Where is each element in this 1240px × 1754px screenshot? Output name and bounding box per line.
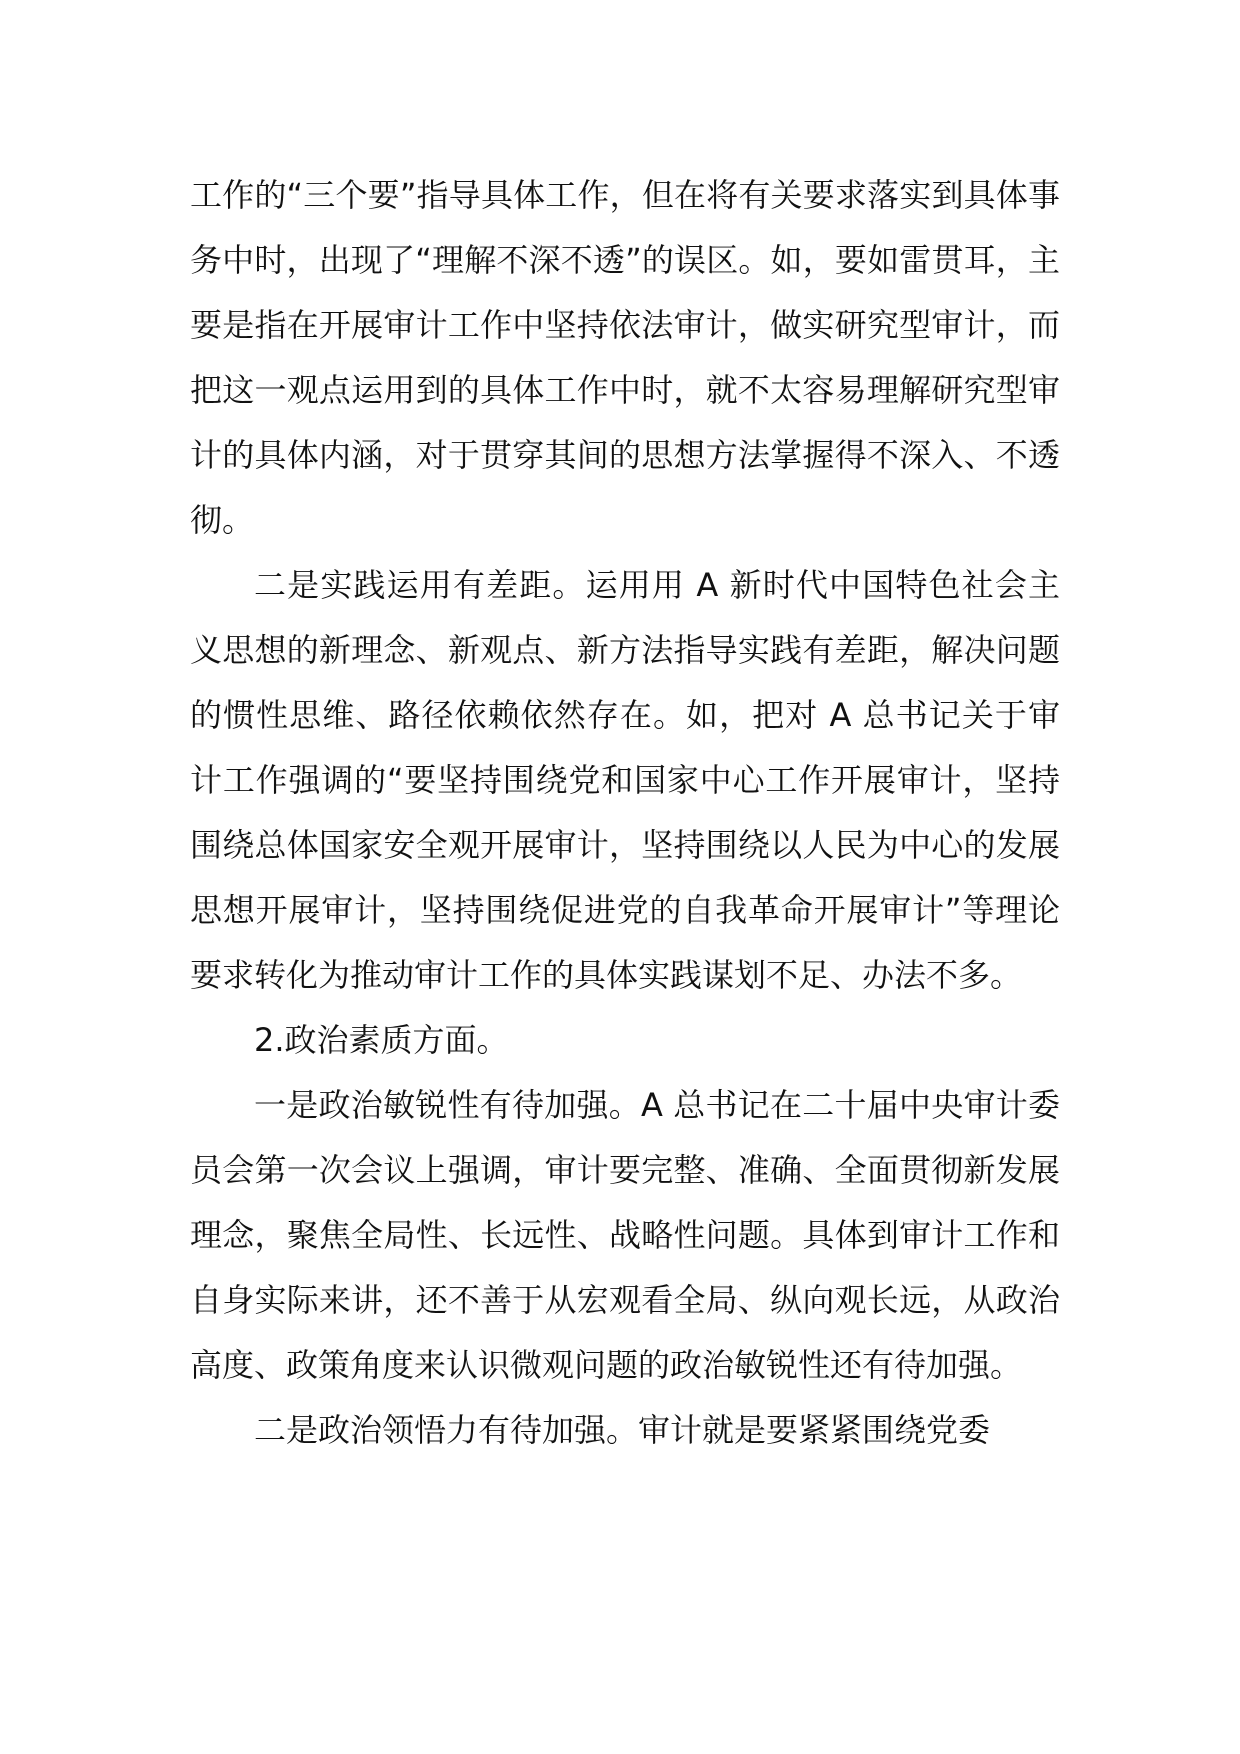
paragraph-1: 工作的“三个要”指导具体工作，但在将有关要求落实到具体事务中时，出现了“理解不深不透”的误区。如，要如雷贯耳，主要是指在开展审计工作中坚持依法审计，做实研究型审计，而把这一观点运用到的具体工作中时，就不太容易理解研究型审计的具体内涵，对于贯穿其间的思想方法掌握得不深入、不透彻。	[190, 176, 1060, 539]
paragraph-2: 二是实践运用有差距。运用用 A 新时代中国特色社会主义思想的新理念、新观点、新方法指导实践有差距，解决问题的惯性思维、路径依赖依然存在。如，把对 A 总书记关于审计工作强调的“要坚持围绕党和国家中心工作开展审计，坚持围绕总体国家安全观开展审计，坚持围绕以人民为中心的发展思想开展审计，坚持围绕促进党的自我革命开展审计”等理论要求转化为推动审计工作的具体实践谋划不足、办法不多。	[190, 566, 1060, 994]
paragraph-3-heading: 2.政治素质方面。	[254, 1021, 509, 1059]
paragraph-5: 二是政治领悟力有待加强。审计就是要紧紧围绕党委	[254, 1411, 991, 1449]
document-body	[190, 163, 1060, 1463]
paragraph-4: 一是政治敏锐性有待加强。A 总书记在二十届中央审计委员会第一次会议上强调，审计要完整、准确、全面贯彻新发展理念，聚焦全局性、长远性、战略性问题。具体到审计工作和自身实际来讲，还不善于从宏观看全局、纵向观长远，从政治高度、政策角度来认识微观问题的政治敏锐性还有待加强。	[190, 1086, 1060, 1384]
